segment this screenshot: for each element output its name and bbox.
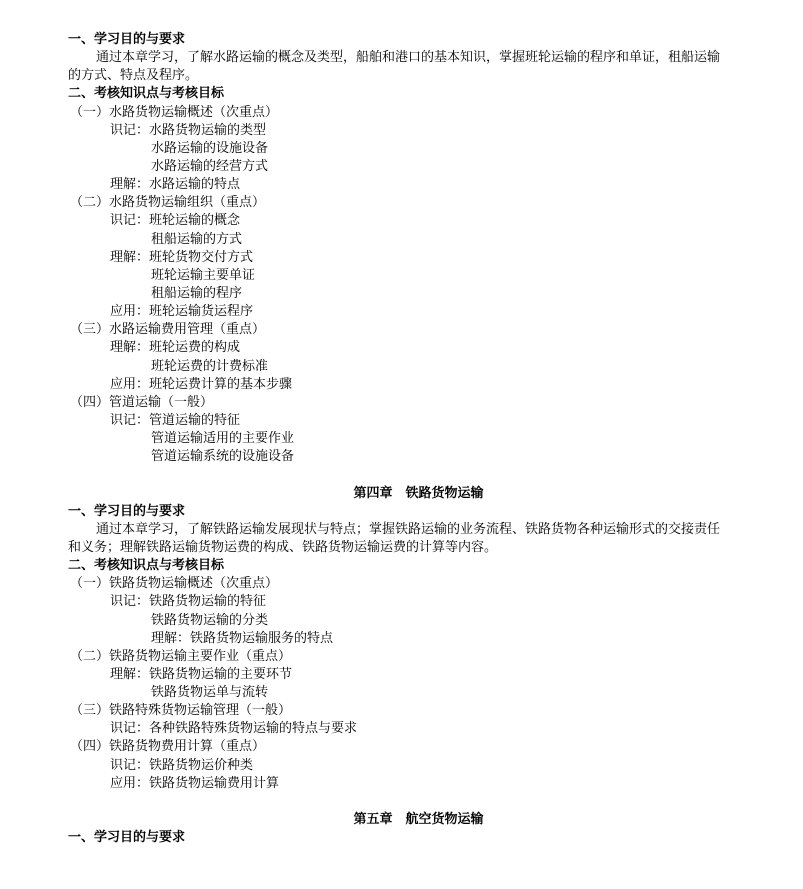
- objective-item-line: 管道运输系统的设施设备: [151, 449, 295, 465]
- topic-line: （三）铁路特殊货物运输管理（一般）: [70, 703, 292, 719]
- objective-line: 应用：班轮运费计算的基本步骤: [110, 376, 293, 392]
- objective-line: 理解：水路运输的特点: [110, 177, 241, 193]
- paragraph-continuation-line: 的方式、特点及程序。: [68, 68, 199, 84]
- paragraph-continuation-line: 和义务；理解铁路运输货物运费的构成、铁路货物运输运费的计算等内容。: [68, 539, 498, 555]
- objective-line: 识记：铁路货物运价种类: [110, 757, 254, 773]
- topic-line: （四）管道运输（一般）: [70, 394, 214, 410]
- objective-line: 识记：各种铁路特殊货物运输的特点与要求: [110, 721, 358, 737]
- objective-line: 理解：班轮运费的构成: [110, 340, 241, 356]
- topic-line: （二）水路货物运输组织（重点）: [70, 195, 266, 211]
- objective-item-line: 租船运输的程序: [151, 285, 243, 301]
- objective-item-line: 班轮运费的计费标准: [151, 358, 269, 374]
- document-body: [0, 31, 803, 847]
- objective-line: 识记：班轮运输的概念: [110, 213, 241, 229]
- objective-item-line: 水路运输的经营方式: [151, 158, 269, 174]
- objective-item-line: 理解：铁路货物运输服务的特点: [151, 630, 334, 646]
- objective-item-line: 铁路货物运单与流转: [151, 685, 269, 701]
- blank-line: [0, 466, 803, 484]
- topic-line: （一）水路货物运输概述（次重点）: [70, 104, 279, 120]
- blank-line: [0, 793, 803, 811]
- objective-item-line: 管道运输适用的主要作业: [151, 431, 295, 447]
- topic-line: （一）铁路货物运输概述（次重点）: [70, 576, 279, 592]
- objective-line: 识记：管道运输的特征: [110, 412, 241, 428]
- objective-item-line: 水路运输的设施设备: [151, 140, 269, 156]
- chapter-title: 第四章 铁路货物运输: [353, 485, 484, 501]
- paragraph-first-line: 通过本章学习，了解水路运输的概念及类型，船舶和港口的基本知识，掌握班轮运输的程序和单证，租船运输: [96, 50, 721, 66]
- objective-line: 应用：班轮运输货运程序: [110, 304, 254, 320]
- section-heading: 二、考核知识点与考核目标: [68, 558, 225, 574]
- objective-item-line: 铁路货物运输的分类: [151, 612, 269, 628]
- objective-item-line: 班轮运输主要单证: [151, 267, 256, 283]
- objective-line: 应用：铁路货物运输费用计算: [110, 775, 280, 791]
- section-heading: 一、学习目的与要求: [68, 830, 186, 846]
- objective-line: 识记：水路货物运输的类型: [110, 122, 267, 138]
- objective-line: 理解：班轮货物交付方式: [110, 249, 254, 265]
- section-heading: 二、考核知识点与考核目标: [68, 86, 225, 102]
- objective-item-line: 租船运输的方式: [151, 231, 243, 247]
- chapter-title: 第五章 航空货物运输: [353, 812, 484, 828]
- topic-line: （二）铁路货物运输主要作业（重点）: [70, 648, 292, 664]
- objective-line: 识记：铁路货物运输的特征: [110, 594, 267, 610]
- topic-line: （三）水路运输费用管理（重点）: [70, 322, 266, 338]
- paragraph-first-line: 通过本章学习，了解铁路运输发展现状与特点；掌握铁路运输的业务流程、铁路货物各种运输形式的交接责任: [96, 521, 721, 537]
- objective-line: 理解：铁路货物运输的主要环节: [110, 666, 293, 682]
- section-heading: 一、学习目的与要求: [68, 32, 186, 47]
- topic-line: （四）铁路货物费用计算（重点）: [70, 739, 266, 755]
- section-heading: 一、学习目的与要求: [68, 503, 186, 519]
